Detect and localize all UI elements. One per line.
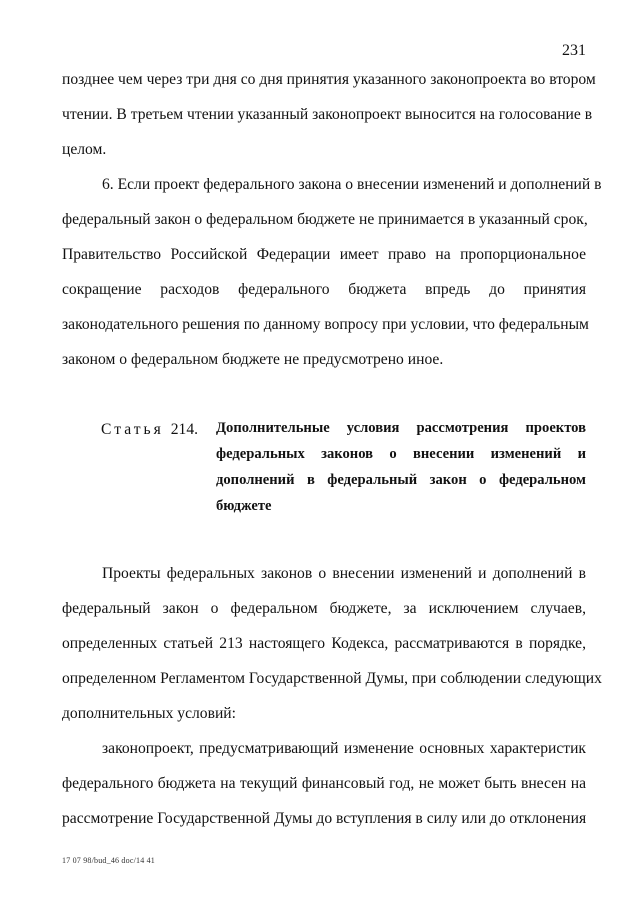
body-text-line: законодательного решения по данному вопросу при условии, что федеральным (62, 316, 589, 333)
body-text-line: федеральный закон о федеральном бюджете не принимается в указанный срок, (62, 211, 588, 228)
body-text-line: Проекты федеральных законов о внесении изменений и дополнений в (102, 565, 586, 582)
body-text-line: позднее чем через три дня со дня принятия указанного законопроекта во втором (62, 71, 596, 88)
body-text-line: Правительство Российской Федерации имеет право на пропорциональное (62, 246, 586, 263)
body-text-line: целом. (62, 141, 107, 158)
body-text-line: 6. Если проект федерального закона о внесении изменений и дополнений в (102, 176, 602, 193)
article-title-line: Дополнительные условия рассмотрения проектов (216, 420, 586, 436)
body-text-line: чтении. В третьем чтении указанный законопроект выносится на голосование в (62, 106, 593, 123)
article-number: 214. (170, 421, 199, 438)
article-title-line: федеральных законов о внесении изменений и (216, 446, 586, 462)
body-text-line: федеральный закон о федеральном бюджете, за исключением случаев, (62, 600, 586, 617)
body-text-line: определенных статьей 213 настоящего Кодекса, рассматриваются в порядке, (62, 635, 586, 652)
document-footer: 17 07 98/bud_46 doc/14 41 (62, 856, 155, 865)
body-text-line: законопроект, предусматривающий изменение основных характеристик (102, 740, 586, 757)
body-text-line: федерального бюджета на текущий финансовый год, не может быть внесен на (62, 775, 586, 792)
body-text-line: законом о федеральном бюджете не предусмотрено иное. (62, 351, 444, 368)
body-text-line: определенном Регламентом Государственной Думы, при соблюдении следующих (62, 670, 602, 687)
article-label (101, 417, 198, 443)
body-text-line: сокращение расходов федерального бюджета впредь до принятия (62, 281, 586, 298)
body-text-line: дополнительных условий: (62, 705, 236, 722)
article-word: Статья (101, 421, 164, 438)
article-title-line: бюджете (216, 498, 272, 514)
article-title-line: дополнений в федеральный закон о федеральном (216, 472, 586, 488)
body-text-line: рассмотрение Государственной Думы до вступления в силу или до отклонения (62, 810, 587, 827)
page-number: 231 (562, 42, 586, 59)
